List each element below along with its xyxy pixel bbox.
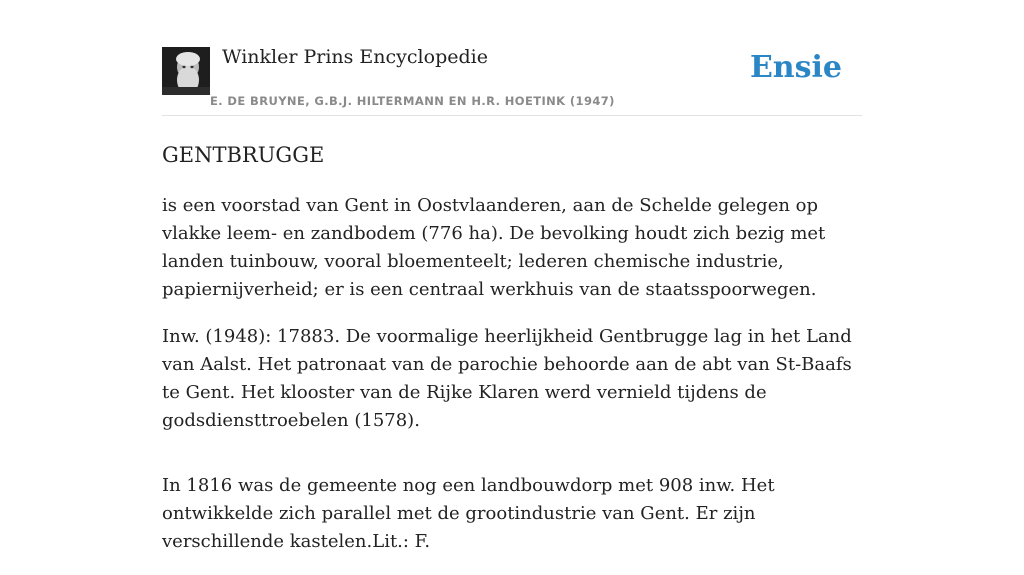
article-content — [162, 140, 862, 575]
author-portrait-avatar[interactable] — [162, 47, 210, 95]
publication-title[interactable]: Winkler Prins Encyclopedie — [222, 46, 488, 68]
portrait-image — [162, 47, 210, 95]
article-paragraph: In 1816 was de gemeente nog een landbouwdorp met 908 inw. Het ontwikkelde zich parallel met de grootindustrie van Gent. Er zijn verschillende kastelen.Lit.: F. — [162, 475, 775, 552]
publication-header — [162, 44, 862, 116]
ensie-logo[interactable]: Ensie — [749, 50, 842, 85]
publication-authors: E. DE BRUYNE, G.B.J. HILTERMANN EN H.R. HOETINK (1947) — [210, 94, 615, 108]
article-paragraph: Inw. (1948): 17883. De voormalige heerlijkheid Gentbrugge lag in het Land van Aalst. Het patronaat van de parochie behoorde aan de abt van St-Baafs te Gent. Het klooster van de Rijke Klaren werd vernield tijdens de godsdiensttroebelen (1578). — [162, 326, 852, 431]
article-title: GENTBRUGGE — [162, 143, 325, 167]
article-paragraph: is een voorstad van Gent in Oostvlaanderen, aan de Schelde gelegen op vlakke leem- en zandbodem (776 ha). De bevolking houdt zich bezig met landen tuinbouw, vooral bloementeelt; lederen chemische industrie, papiernijverheid; er is een centraal werkhuis van de staatsspoorwegen. — [162, 195, 826, 300]
